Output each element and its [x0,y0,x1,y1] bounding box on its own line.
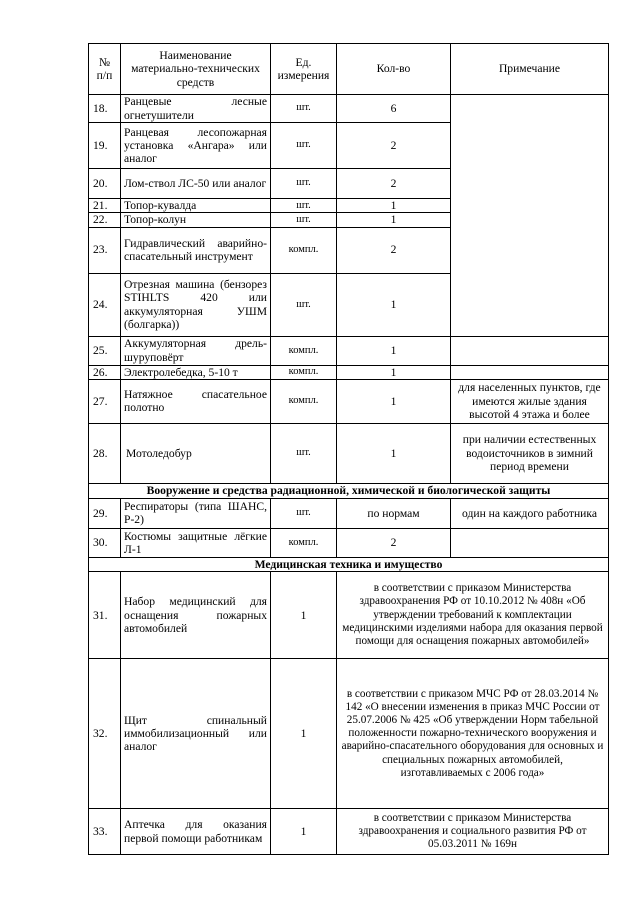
table-row [89,659,609,809]
table-row [89,528,609,557]
table-row [89,572,609,659]
table-row [89,498,609,528]
row-qty: 1 [271,572,337,659]
header-note: Примечание [451,44,609,95]
row-qty: 1 [337,365,451,379]
table-row [89,95,609,123]
row-name: Натяжное спасательное полотно [121,379,271,423]
row-name: Ранцевая лесопожарная установка «Ангара» или аналог [121,123,271,169]
row-qty: 1 [271,659,337,809]
row-qty: 1 [337,273,451,336]
row-name: Респираторы (типа ШАНС, Р-2) [121,498,271,528]
row-num: 23. [89,227,121,273]
row-num: 26. [89,365,121,379]
row-name: Аптечка для оказания первой помощи работникам [121,809,271,855]
table-row [89,379,609,423]
table-row [89,423,609,483]
row-unit: шт. [271,498,337,528]
row-qty: 2 [337,169,451,199]
table-row [89,336,609,365]
row-qty: 1 [271,809,337,855]
row-qty: 2 [337,528,451,557]
row-note: при наличии естественных водоисточников в зимний период времени [451,423,609,483]
row-note [451,528,609,557]
row-num: 22. [89,213,121,227]
row-note: один на каждого работника [451,498,609,528]
row-name: Топор-кувалда [121,199,271,213]
row-unit: компл. [271,365,337,379]
row-qty: 1 [337,423,451,483]
row-name: Аккумуляторная дрель-шуруповёрт [121,336,271,365]
row-num: 27. [89,379,121,423]
section-row [89,483,609,498]
row-name: Костюмы защитные лёгкие Л-1 [121,528,271,557]
row-unit: компл. [271,227,337,273]
section-heading-rchbz: Вооружение и средства радиационной, химической и биологической защиты [89,483,609,498]
header-num: № п/п [89,44,121,95]
row-note [451,95,609,337]
row-unit: шт. [271,199,337,213]
section-row [89,557,609,571]
row-unit: шт. [271,423,337,483]
row-num: 18. [89,95,121,123]
row-num: 32. [89,659,121,809]
row-name: Электролебедка, 5-10 т [121,365,271,379]
header-unit: Ед. измерения [271,44,337,95]
row-qty: 2 [337,227,451,273]
row-note: для населенных пунктов, где имеются жилые здания высотой 4 этажа и более [451,379,609,423]
row-num: 25. [89,336,121,365]
row-name: Отрезная машина (бензорез STIHLTS 420 или аккумуляторная УШМ (болгарка)) [121,273,271,336]
row-num: 33. [89,809,121,855]
row-num: 19. [89,123,121,169]
table-row [89,809,609,855]
row-name: Ранцевые лесные огнетушители [121,95,271,123]
row-num: 29. [89,498,121,528]
row-name: Топор-колун [121,213,271,227]
document-page [88,43,609,855]
row-unit: шт. [271,213,337,227]
row-qty: 1 [337,213,451,227]
row-unit: компл. [271,379,337,423]
row-unit: компл. [271,528,337,557]
row-note: в соответствии с приказом МЧС РФ от 28.03.2014 № 142 «О внесении изменения в приказ МЧС России от 25.07.2006 № 425 «Об утверждении Норм табельной положенности пожарно-технического вооружения и аварийно-спасательного оборудования для основных и специальных пожарных автомобилей, изготавливаемых с 2006 года» [337,659,609,809]
row-num: 28. [89,423,121,483]
row-note: в соответствии с приказом Министерства здравоохранения и социального развития РФ от 05.03.2011 № 169н [337,809,609,855]
header-qty: Кол-во [337,44,451,95]
equipment-table [88,43,609,855]
row-num: 31. [89,572,121,659]
row-qty: 1 [337,199,451,213]
row-note: в соответствии с приказом Министерства здравоохранения РФ от 10.10.2012 № 408н «Об утверждении требований к комплектации медицинскими изделиями набора для оказания первой помощи для оснащения пожарных автомобилей» [337,572,609,659]
row-name: Лом-ствол ЛС-50 или аналог [121,169,271,199]
row-unit: компл. [271,336,337,365]
row-name: Щит спинальный иммобилизационный или аналог [121,659,271,809]
table-row [89,365,609,379]
row-unit: шт. [271,169,337,199]
header-row [89,44,609,95]
row-num: 20. [89,169,121,199]
row-name: Мотоледобур [121,423,271,483]
row-num: 24. [89,273,121,336]
row-qty: по нормам [337,498,451,528]
row-num: 21. [89,199,121,213]
row-qty: 2 [337,123,451,169]
row-name: Набор медицинский для оснащения пожарных автомобилей [121,572,271,659]
row-qty: 1 [337,336,451,365]
row-qty: 1 [337,379,451,423]
row-note [451,365,609,379]
row-unit: шт. [271,123,337,169]
row-qty: 6 [337,95,451,123]
row-note [451,336,609,365]
row-num: 30. [89,528,121,557]
header-name: Наименование материально-технических средств [121,44,271,95]
row-unit: шт. [271,273,337,336]
row-name: Гидравлический аварийно-спасательный инструмент [121,227,271,273]
section-heading-med: Медицинская техника и имущество [89,557,609,571]
row-unit: шт. [271,95,337,123]
